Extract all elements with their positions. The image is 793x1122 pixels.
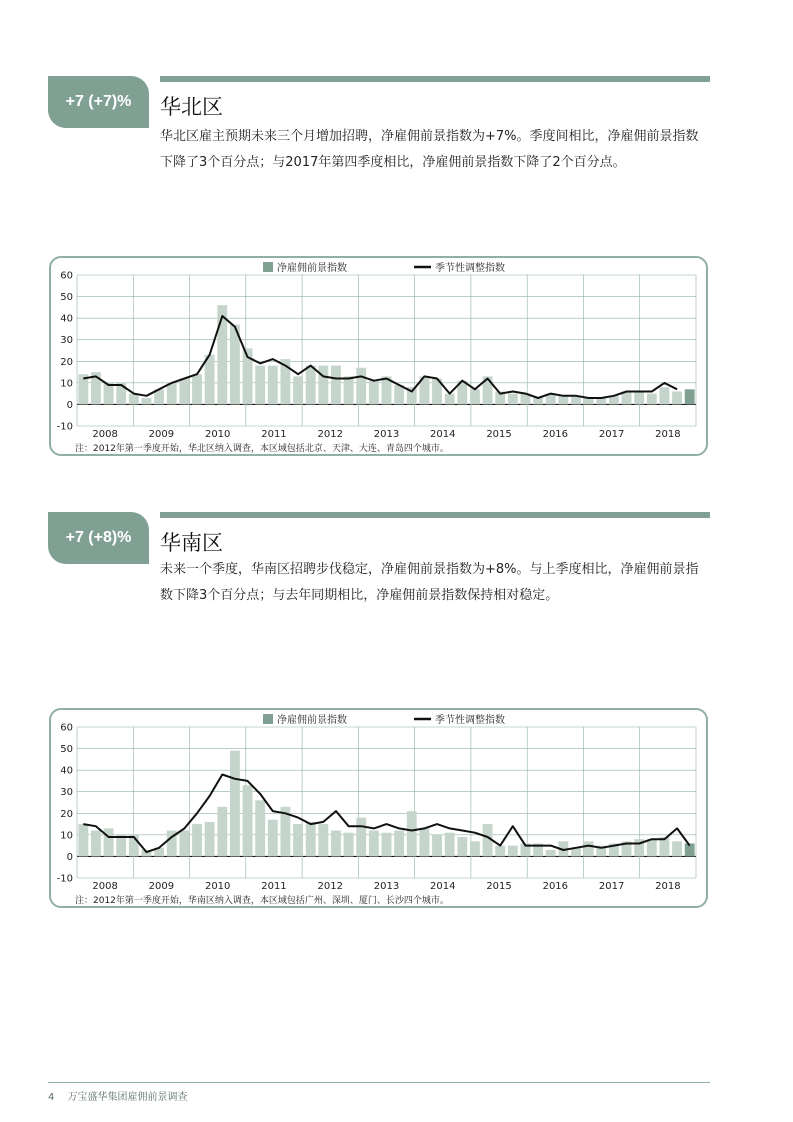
y-tick-label: 0 <box>66 851 73 863</box>
bar <box>419 828 429 856</box>
x-tick-label: 2016 <box>542 429 569 440</box>
bar <box>306 366 316 405</box>
bar <box>78 824 88 856</box>
bar <box>255 800 265 856</box>
index-badge: +7 (+8)% <box>48 512 149 564</box>
bar <box>394 385 404 404</box>
bar <box>369 381 379 405</box>
bar <box>142 398 152 404</box>
legend-label: 净雇佣前景指数 <box>277 715 347 726</box>
bar <box>634 391 644 404</box>
bar <box>192 374 202 404</box>
x-tick-label: 2009 <box>148 429 175 440</box>
region-description: 华北区雇主预期未来三个月增加招聘，净雇佣前景指数为+7%。季度间相比，净雇佣前景指数下降了3个百分点；与2017年第四季度相比，净雇佣前景指数下降了2个百分点。 <box>160 129 699 170</box>
bar <box>672 841 682 856</box>
chart-svg <box>51 258 710 458</box>
chart-panel <box>49 708 708 908</box>
bar <box>293 376 303 404</box>
x-tick-label: 2014 <box>430 881 456 892</box>
bar <box>558 396 568 405</box>
page-number: 4 <box>48 1092 55 1103</box>
legend <box>263 713 505 726</box>
bar <box>217 807 227 857</box>
y-tick-label: 30 <box>60 787 73 799</box>
x-tick-label: 2014 <box>430 429 456 440</box>
bar <box>672 391 682 404</box>
bar <box>659 387 669 404</box>
x-tick-label: 2010 <box>204 429 231 440</box>
bar <box>318 366 328 405</box>
bar <box>318 824 328 856</box>
chart-panel <box>49 256 708 456</box>
x-tick-label: 2017 <box>598 429 625 440</box>
bar <box>167 383 177 405</box>
report-title: 万宝盛华集团雇佣前景调查 <box>67 1092 188 1103</box>
legend-swatch-bar <box>263 262 273 272</box>
y-tick-label: -10 <box>56 873 73 885</box>
bar <box>546 850 556 856</box>
bar <box>293 824 303 856</box>
y-tick-label: 0 <box>66 399 73 411</box>
index-badge: +7 (+7)% <box>48 76 149 128</box>
bar <box>91 831 101 857</box>
legend <box>263 261 505 274</box>
x-tick-label: 2015 <box>486 881 512 892</box>
section-divider-bar <box>160 76 710 82</box>
y-tick-label: 40 <box>60 765 73 777</box>
bar <box>344 376 354 404</box>
y-tick-label: 60 <box>60 270 73 282</box>
x-tick-label: 2008 <box>92 881 118 892</box>
bar <box>129 394 139 405</box>
y-tick-label: 10 <box>60 830 73 842</box>
bar <box>457 837 467 856</box>
y-tick-label: 20 <box>60 356 73 368</box>
y-tick-label: 50 <box>60 744 73 756</box>
y-tick-label: 10 <box>60 378 73 390</box>
bar <box>306 822 316 857</box>
x-tick-label: 2016 <box>542 881 569 892</box>
bar <box>243 785 253 856</box>
chart-note: 注：2012年第一季度开始，华北区纳入调查，本区域包括北京、天津、大连、青岛四个城市。 <box>75 444 449 454</box>
bar <box>104 383 114 405</box>
bar <box>179 831 189 857</box>
x-tick-label: 2011 <box>261 881 287 892</box>
x-tick-label: 2015 <box>486 429 512 440</box>
x-tick-label: 2009 <box>148 881 175 892</box>
bar <box>344 833 354 857</box>
bar <box>685 389 695 404</box>
bar <box>470 841 480 856</box>
y-tick-label: 50 <box>60 292 73 304</box>
bar <box>432 835 442 857</box>
x-tick-label: 2018 <box>655 429 681 440</box>
bar <box>470 389 480 404</box>
y-tick-label: 40 <box>60 313 73 325</box>
x-tick-label: 2018 <box>655 881 681 892</box>
bar <box>205 355 215 405</box>
section-divider-bar <box>160 512 710 518</box>
bar <box>445 833 455 857</box>
bar <box>495 846 505 857</box>
bar <box>356 818 366 857</box>
bar <box>407 811 417 856</box>
chart-note: 注：2012年第一季度开始，华南区纳入调查，本区域包括广州、深圳、厦门、长沙四个城市。 <box>75 896 449 906</box>
bar <box>179 379 189 405</box>
bar <box>356 368 366 405</box>
legend-label: 季节性调整指数 <box>435 263 505 274</box>
bar <box>331 366 341 405</box>
legend-label: 季节性调整指数 <box>435 715 505 726</box>
y-tick-label: 20 <box>60 808 73 820</box>
region-title: 华北区 <box>160 95 223 119</box>
chart-svg <box>51 710 710 910</box>
footer-divider <box>48 1082 710 1083</box>
bar <box>394 831 404 857</box>
y-tick-label: 60 <box>60 722 73 734</box>
bar <box>584 841 594 856</box>
bar <box>230 751 240 857</box>
x-tick-label: 2013 <box>373 429 400 440</box>
x-tick-label: 2012 <box>317 429 343 440</box>
bar <box>647 394 657 405</box>
bar <box>268 820 278 857</box>
x-tick-label: 2012 <box>317 881 343 892</box>
bar <box>647 839 657 856</box>
bar <box>508 846 518 857</box>
bar <box>255 366 265 405</box>
legend-label: 净雇佣前景指数 <box>277 263 347 274</box>
bar <box>192 824 202 856</box>
x-tick-label: 2013 <box>373 881 400 892</box>
legend-swatch-bar <box>263 714 273 724</box>
bar <box>382 833 392 857</box>
x-tick-label: 2008 <box>92 429 118 440</box>
bar <box>268 366 278 405</box>
x-tick-label: 2017 <box>598 881 625 892</box>
region-title: 华南区 <box>160 531 223 555</box>
page-footer <box>48 1088 188 1103</box>
bar <box>445 394 455 405</box>
y-tick-label: -10 <box>56 421 73 433</box>
x-tick-label: 2011 <box>261 429 287 440</box>
bar <box>205 822 215 857</box>
bar <box>508 394 518 405</box>
bar <box>116 835 126 857</box>
bar <box>331 831 341 857</box>
region-description: 未来一个季度，华南区招聘步伐稳定，净雇佣前景指数为+8%。与上季度相比，净雇佣前景指数下降3个百分点；与去年同期相比，净雇佣前景指数保持相对稳定。 <box>160 562 699 603</box>
y-tick-label: 30 <box>60 335 73 347</box>
x-tick-label: 2010 <box>204 881 231 892</box>
bar <box>369 831 379 857</box>
bar <box>104 828 114 856</box>
